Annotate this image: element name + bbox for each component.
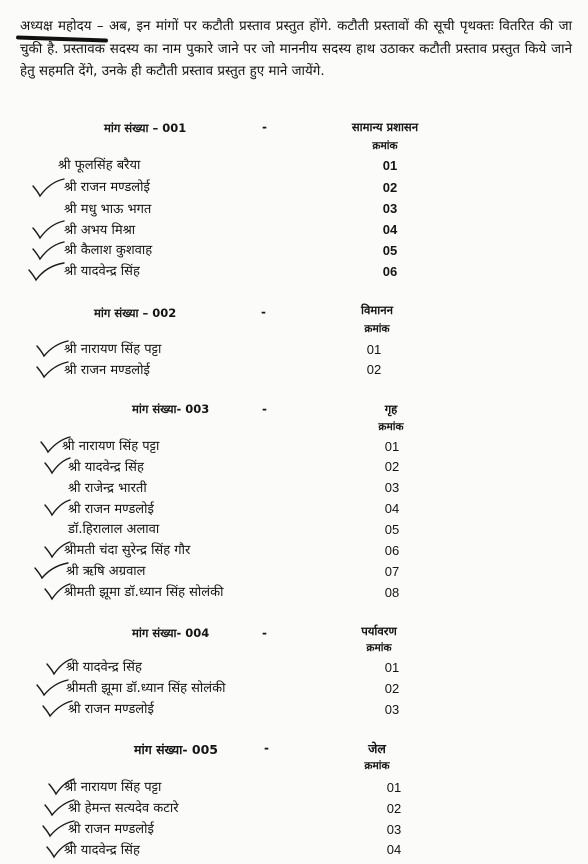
member-number: 04 (386, 842, 402, 857)
pen-tick-mark (26, 260, 66, 282)
section-002-kramank: क्रमांक (364, 323, 390, 335)
member-number: 03 (384, 702, 400, 717)
member-name: श्री कैलाश कुशवाह (64, 243, 153, 258)
section-001-department: सामान्य प्रशासन (351, 120, 419, 134)
member-name: श्री मधु भाऊ भगत (64, 202, 152, 217)
pen-tick-mark (32, 560, 70, 582)
member-name: श्री राजेन्द्र भारती (68, 481, 147, 496)
pen-tick-mark (42, 455, 72, 477)
member-name: श्रीमती झूमा डॉ.ध्यान सिंह सोलंकी (64, 585, 224, 600)
section-004-label: मांग संख्या- 004 (132, 626, 210, 640)
member-name: श्री हेमन्त सत्यदेव कटारे (68, 801, 179, 816)
member-name: श्री ऋषि अग्रवाल (66, 564, 146, 579)
member-number: 02 (386, 801, 402, 816)
pen-tick-mark (30, 176, 66, 198)
section-001-kramank: क्रमांक (372, 140, 398, 152)
member-number: 01 (384, 660, 400, 675)
pen-tick-mark (40, 698, 74, 720)
member-name: श्री राजन मण्डलोई (64, 363, 150, 378)
member-name: श्रीमती चंदा सुरेन्द्र सिंह गौर (64, 543, 191, 558)
member-number: 02 (366, 362, 382, 377)
pen-tick-mark (34, 338, 70, 360)
member-name: श्री नारायण सिंह पट्टा (64, 780, 162, 795)
member-name: श्री राजन मण्डलोई (68, 822, 154, 837)
member-number: 04 (382, 222, 398, 237)
intro-paragraph (20, 16, 572, 84)
section-005-dash: - (264, 741, 269, 755)
member-name: श्री यादवेन्द्र सिंह (64, 264, 140, 279)
member-number: 03 (382, 201, 398, 216)
section-004-kramank: क्रमांक (366, 642, 392, 654)
member-name: श्री अभय मिश्रा (64, 223, 136, 238)
member-number: 01 (386, 780, 402, 795)
member-name: श्री राजन मण्डलोई (68, 502, 154, 517)
member-number: 02 (382, 180, 398, 195)
member-number: 01 (382, 158, 398, 173)
member-number: 05 (384, 522, 400, 537)
section-005-kramank: क्रमांक (364, 760, 390, 772)
member-name: श्री यादवेन्द्र सिंह (64, 843, 140, 858)
section-003-dash: - (262, 402, 267, 416)
section-001-label: मांग संख्या – 001 (104, 121, 187, 135)
pen-tick-mark (30, 239, 66, 261)
section-002-department: विमानन (361, 303, 393, 317)
pen-tick-mark (42, 797, 76, 819)
member-number: 03 (386, 822, 402, 837)
member-name: श्री नारायण सिंह पट्टा (62, 439, 160, 454)
member-name: श्री यादवेन्द्र सिंह (66, 660, 142, 675)
intro-text: – अब, इन मांगों पर कटौती प्रस्ताव प्रस्तुत होंगे. कटौती प्रस्तावों की सूची पृथक्तः वितरित की जा चुकी है. प्रस्तावक सदस्य का नाम पुकारे जाने पर जो माननीय सदस्य हाथ उठाकर कटौती प्रस्ताव प्रस्तुत किये जाने हेतु सहमति देंगे, उनके ही कटौती प्रस्ताव प्रस्तुत हुए माने जायेंगे. (20, 19, 572, 79)
pen-tick-mark (46, 776, 76, 798)
member-number: 02 (384, 459, 400, 474)
member-number: 06 (384, 543, 400, 558)
member-number: 01 (366, 342, 382, 357)
section-003-kramank: क्रमांक (378, 421, 404, 433)
member-name: श्री यादवेन्द्र सिंह (68, 460, 144, 475)
member-number: 02 (384, 681, 400, 696)
member-number: 01 (384, 439, 400, 454)
pen-tick-mark (44, 839, 74, 861)
member-number: 06 (382, 264, 398, 279)
pen-tick-mark (44, 656, 74, 678)
pen-tick-mark (30, 218, 66, 240)
pen-tick-mark (34, 359, 70, 381)
member-number: 05 (382, 243, 398, 258)
section-001-dash: - (262, 120, 267, 134)
section-003-department: गृह (384, 402, 398, 416)
member-number: 07 (384, 564, 400, 579)
member-name: श्री फूलसिंह बरैया (58, 158, 141, 173)
member-name: डॉ.हिरालाल अलावा (68, 522, 160, 537)
section-002-label: मांग संख्या – 002 (94, 306, 177, 320)
member-number: 08 (384, 585, 400, 600)
section-005-label: मांग संख्या- 005 (134, 742, 218, 757)
member-name: श्रीमती झूमा डॉ.ध्यान सिंह सोलंकी (66, 681, 226, 696)
member-number: 03 (384, 480, 400, 495)
member-number: 04 (384, 501, 400, 516)
section-003-label: मांग संख्या- 003 (132, 402, 210, 416)
section-002-dash: - (261, 305, 266, 319)
speaker-label: अध्यक्ष महोदय (20, 19, 92, 34)
member-name: श्री नारायण सिंह पट्टा (64, 342, 162, 357)
pen-tick-mark (42, 497, 72, 519)
section-004-department: पर्यावरण (361, 624, 397, 638)
member-name: श्री राजन मण्डलोई (68, 702, 154, 717)
section-004-dash: - (262, 626, 267, 640)
pen-tick-mark (40, 818, 76, 840)
section-005-department: जेल (368, 741, 386, 756)
member-name: श्री राजन मण्डलोई (64, 180, 150, 195)
pen-tick-mark (42, 581, 72, 603)
pen-tick-mark (42, 539, 72, 561)
pen-tick-mark (34, 677, 70, 699)
pen-tick-mark (38, 434, 72, 456)
